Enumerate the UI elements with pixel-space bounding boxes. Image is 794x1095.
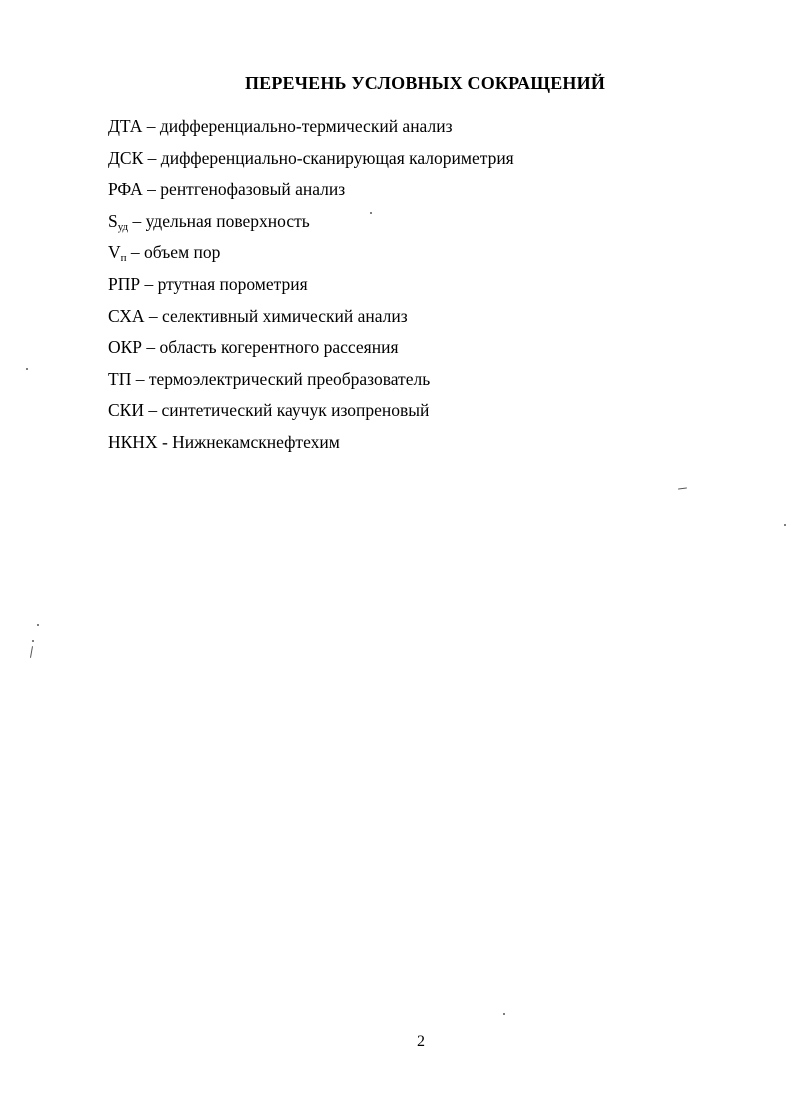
abbreviation-definition: селективный химический анализ: [162, 305, 408, 326]
abbreviation-term: РПР: [108, 273, 141, 294]
abbreviation-item: [108, 431, 514, 463]
scan-speck: [678, 487, 687, 489]
abbreviation-term: СКИ: [108, 400, 144, 421]
page-title: ПЕРЕЧЕНЬ УСЛОВНЫХ СОКРАЩЕНИЙ: [244, 73, 606, 93]
abbreviation-item: [108, 147, 514, 179]
abbreviation-item: [108, 273, 514, 305]
abbreviation-separator: –: [143, 400, 162, 421]
abbreviation-item: [108, 210, 514, 242]
abbreviation-separator: –: [142, 116, 160, 136]
abbreviation-separator: –: [142, 179, 161, 200]
scan-speck: [32, 640, 34, 642]
abbreviation-item: [108, 336, 514, 368]
abbreviation-term: ДСК: [108, 147, 144, 168]
abbreviation-definition: дифференциально-термический анализ: [159, 116, 453, 136]
scan-speck: [503, 1013, 505, 1015]
abbreviation-definition: удельная поверхность: [145, 210, 310, 231]
abbreviation-term-subscript: уд: [117, 220, 129, 233]
abbreviation-separator: –: [144, 305, 162, 326]
abbreviation-separator: –: [143, 147, 161, 168]
abbreviation-term: РФА: [108, 179, 143, 200]
page-number: 2: [417, 1033, 425, 1050]
abbreviation-item: [108, 178, 514, 210]
abbreviation-definition: дифференциально-сканирующая калориметрия: [160, 147, 514, 168]
abbreviation-list: [108, 115, 514, 463]
abbreviation-definition: синтетический каучук изопреновый: [161, 400, 430, 421]
abbreviation-separator: –: [140, 273, 158, 294]
abbreviation-item: [108, 241, 514, 273]
abbreviation-term: ОКР: [108, 337, 143, 358]
scan-speck: [784, 524, 786, 526]
abbreviation-separator: –: [142, 337, 160, 358]
abbreviation-term-subscript: п: [120, 252, 127, 265]
scan-speck: [26, 368, 28, 370]
abbreviation-definition: область когерентного рассеяния: [159, 337, 399, 358]
abbreviation-term: V: [108, 242, 121, 263]
abbreviation-definition: объем пор: [144, 242, 221, 263]
scan-speck: [370, 212, 372, 214]
abbreviation-term: S: [108, 210, 118, 231]
abbreviation-separator: –: [126, 242, 145, 263]
abbreviation-separator: –: [131, 368, 149, 389]
abbreviation-term: ДТА: [108, 116, 143, 136]
abbreviation-term: НКНХ: [108, 431, 158, 452]
abbreviation-definition: термоэлектрический преобразователь: [148, 368, 431, 389]
scan-speck: [37, 624, 39, 626]
abbreviation-term: ТП: [108, 368, 132, 389]
abbreviation-definition: ртутная порометрия: [157, 273, 308, 294]
abbreviation-item: [108, 368, 514, 400]
abbreviation-item: [108, 305, 514, 337]
abbreviation-definition: Нижнекамскнефтехим: [172, 431, 340, 452]
abbreviation-definition: рентгенофазовый анализ: [160, 179, 346, 200]
abbreviation-item: [108, 115, 514, 147]
scan-speck: [30, 646, 33, 658]
abbreviation-separator: -: [157, 431, 173, 452]
abbreviation-item: [108, 399, 514, 431]
abbreviation-separator: –: [128, 210, 146, 231]
abbreviation-term: СХА: [108, 305, 145, 326]
